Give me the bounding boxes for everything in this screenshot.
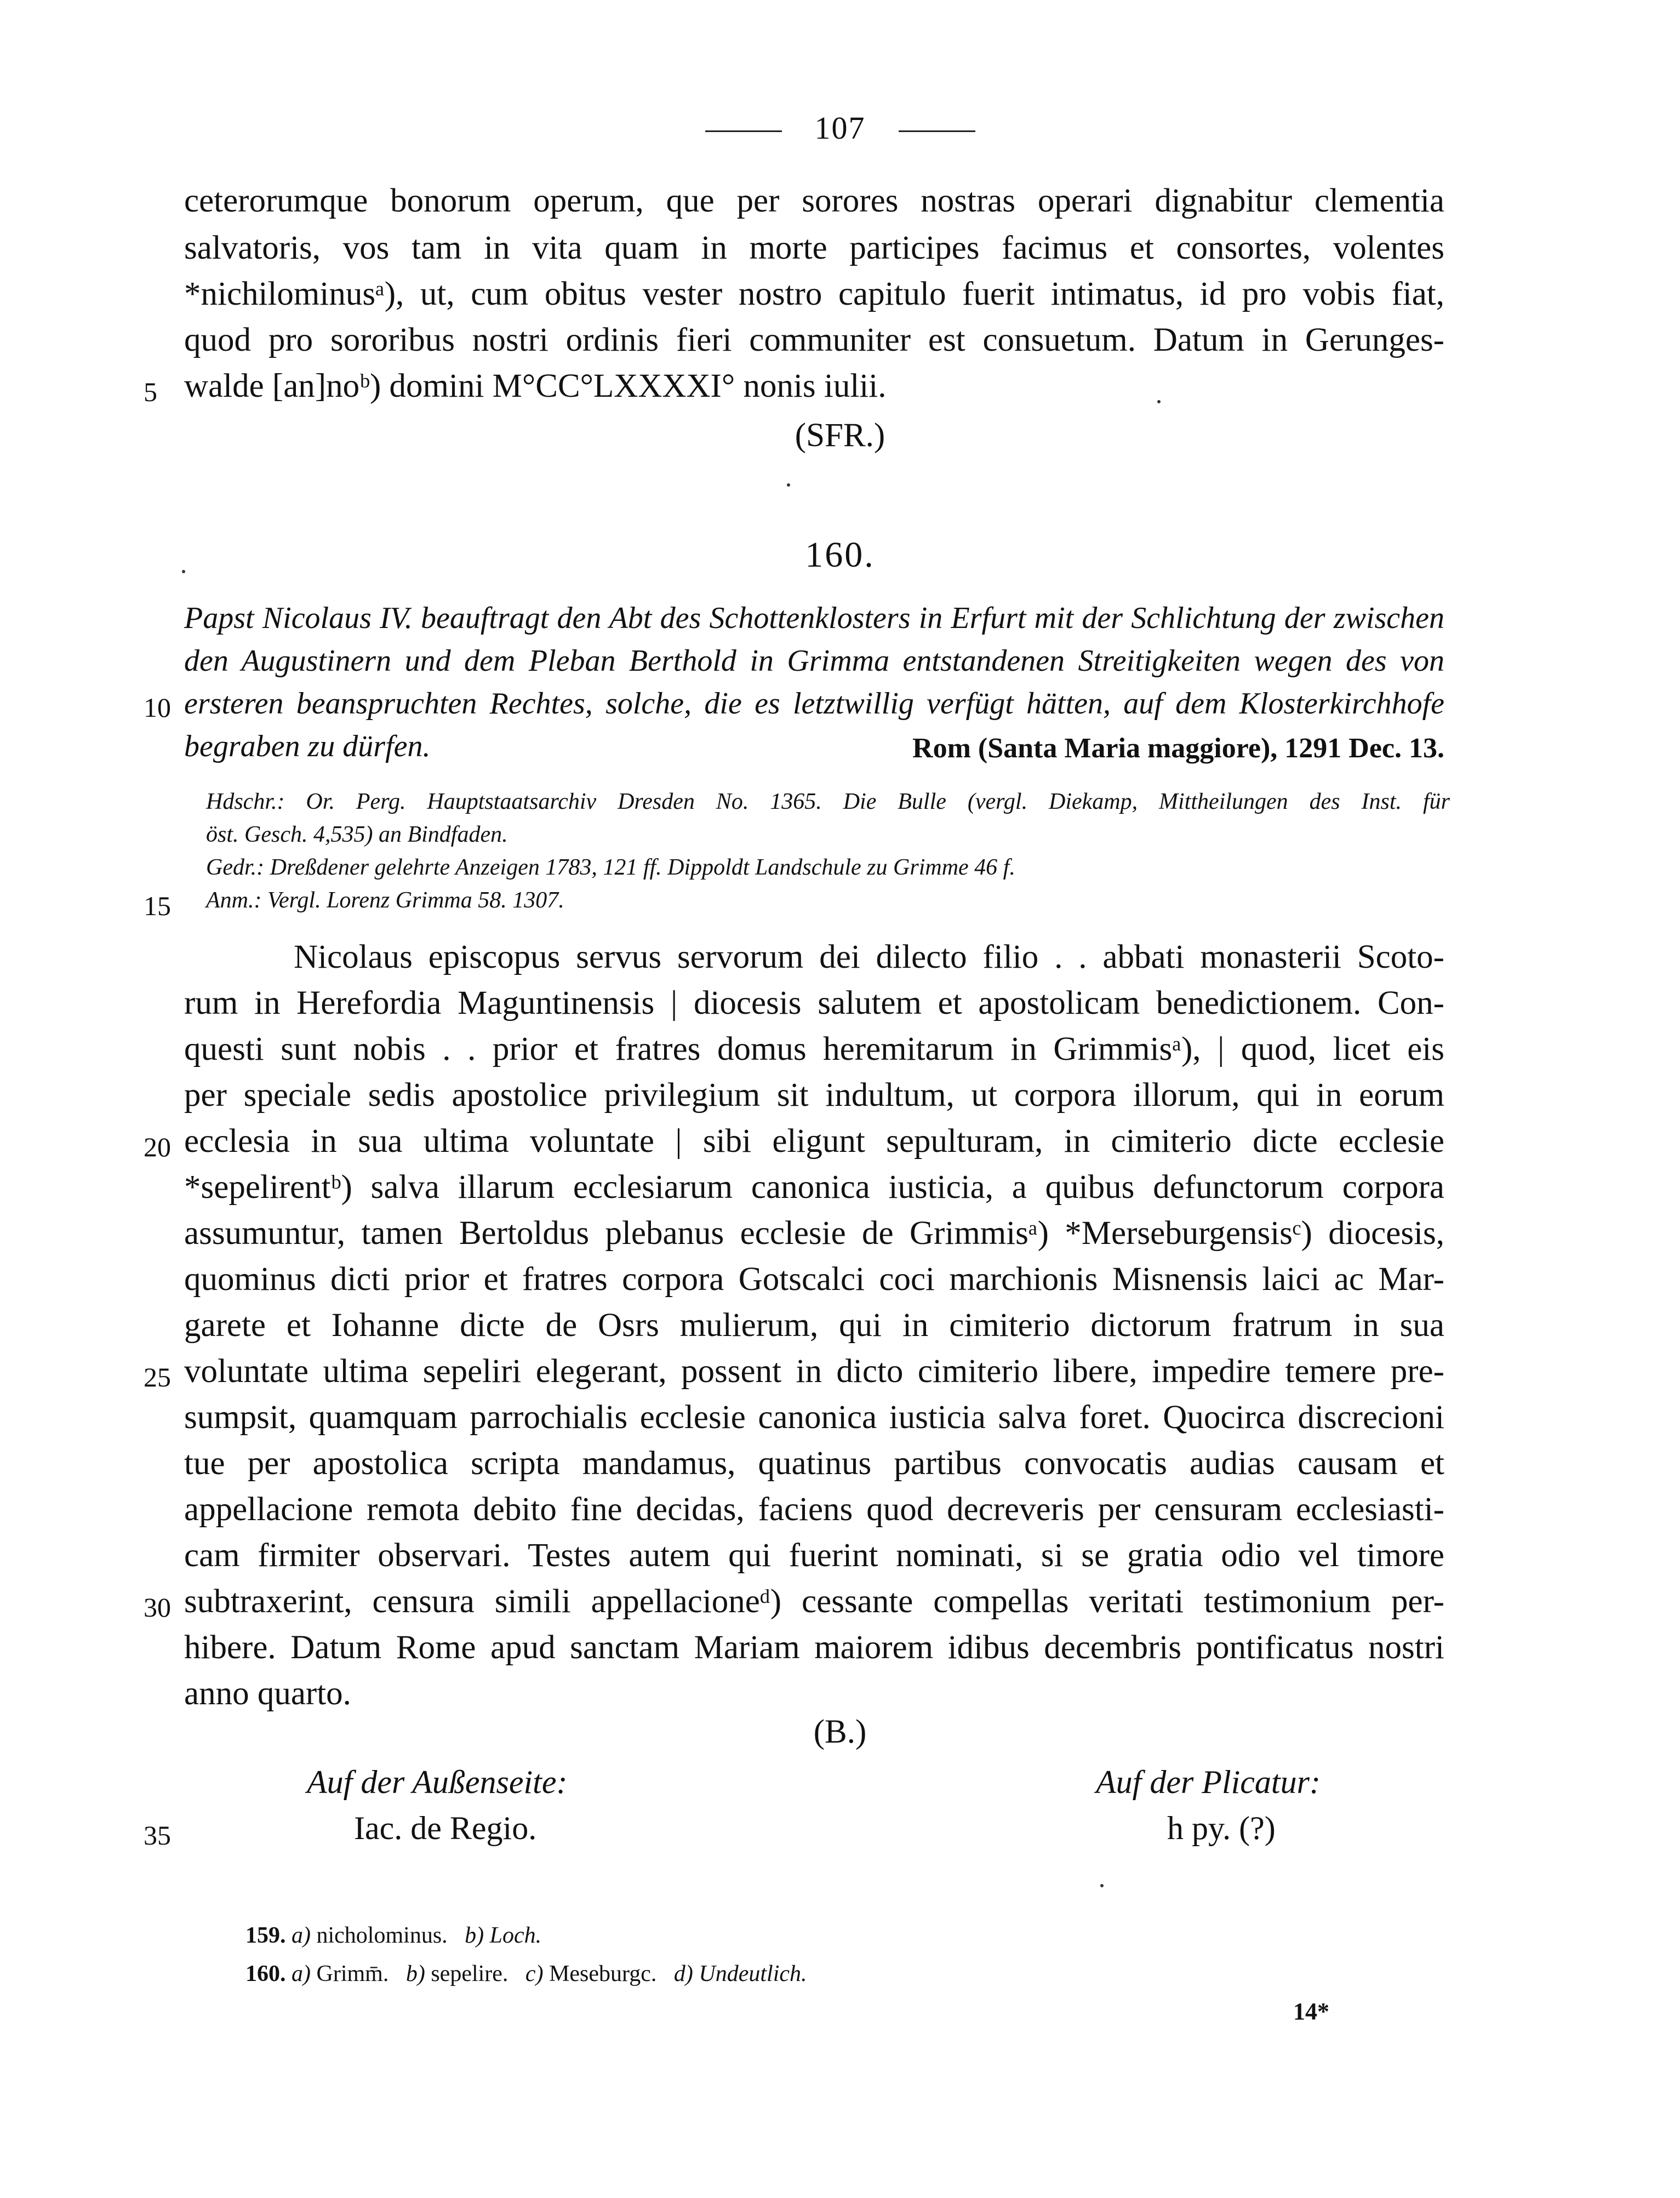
outside-label: Auf der Außenseite:: [307, 1764, 568, 1800]
regest-line: begraben zu dürfen.: [184, 729, 431, 763]
text-line: appellacione remota debito fine decidas, faciens quod decreveris per censuram ecclesiasti-: [184, 1491, 1444, 1528]
footnote-text: nicholominus.: [316, 1923, 448, 1948]
footnote-key: a): [292, 1923, 311, 1948]
text-line: voluntate ultima sepeliri elegerant, possent in dicto cimiterio libere, impedire temere pre-: [184, 1353, 1444, 1390]
text-line: garete et Iohanne dicte de Osrs mulierum, qui in cimiterio dictorum fratrum in sua: [184, 1307, 1444, 1344]
regest-line: den Augustinern und dem Pleban Berthold in Grimma entstandenen Streitigkeiten wegen des von: [184, 644, 1444, 678]
footnote-159: [245, 1922, 541, 1949]
footnote-doc-number: 159.: [245, 1923, 286, 1948]
date-place: Rom (Santa Maria maggiore), 1291 Dec. 13.: [912, 733, 1444, 764]
text-line: ceterorumque bonorum operum, que per sorores nostras operari dignabitur clementia: [184, 182, 1444, 219]
line-number: 35: [144, 1820, 171, 1851]
text-line: *nichilominusᵃ), ut, cum obitus vester nostro capitulo fuerit intimatus, id pro vobis fiat,: [184, 276, 1444, 312]
regest-line: Papst Nicolaus IV. beauftragt den Abt des Schottenklosters in Erfurt mit der Schlichtung der zwischen: [184, 601, 1444, 635]
footnote-key: d): [673, 1961, 693, 1986]
text-line: subtraxerint, censura simili appellacioneᵈ) cessante compellas veritati testimonium per-: [184, 1583, 1444, 1620]
plica-label: Auf der Plicatur:: [1096, 1764, 1321, 1800]
line-number: 10: [144, 692, 171, 723]
plica-value: h py. (?): [1167, 1810, 1276, 1846]
footnote-key: b): [405, 1961, 425, 1986]
regest-line: ersteren beanspruchten Rechtes, solche, die es letztwillig verfügt hätten, auf dem Klosterkirchhofe: [184, 687, 1444, 721]
line-number: 25: [144, 1362, 171, 1392]
source-line: Anm.: Vergl. Lorenz Grimma 58. 1307.: [206, 888, 564, 913]
line-number: 30: [144, 1592, 171, 1623]
text-line: questi sunt nobis . . prior et fratres domus heremitarum in Grimmisᵃ), | quod, licet eis: [184, 1031, 1444, 1067]
footnote-text: Loch.: [489, 1923, 542, 1948]
scan-speck: [1100, 1884, 1104, 1887]
page-number: [0, 110, 1680, 146]
seal-note-159: (SFR.): [795, 417, 885, 454]
scan-speck: [787, 483, 790, 487]
footnote-text: Grimm̄.: [316, 1961, 389, 1986]
line-number: 20: [144, 1132, 171, 1162]
header-rule-right: [899, 130, 975, 132]
text-line: quominus dicti prior et fratres corpora Gotscalci coci marchionis Misnensis laici ac Mar-: [184, 1261, 1444, 1298]
text-line: hibere. Datum Rome apud sanctam Mariam maiorem idibus decembris pontificatus nostri: [184, 1629, 1444, 1666]
line-number: 15: [144, 890, 171, 921]
text-line: Nicolaus episcopus servus servorum dei dilecto filio . . abbati monasterii Scoto-: [294, 939, 1444, 975]
text-line: anno quarto.: [184, 1675, 351, 1712]
text-line: sumpsit, quamquam parrochialis ecclesie canonica iusticia salva foret. Quocirca discrecioni: [184, 1399, 1444, 1436]
footnote-160: [245, 1961, 807, 1987]
footnote-key: b): [465, 1923, 484, 1948]
printer-signature-mark: 14*: [1293, 1998, 1329, 2025]
text-line: tue per apostolica scripta mandamus, quatinus partibus convocatis audias causam et: [184, 1445, 1444, 1482]
header-rule-left: [705, 130, 782, 132]
text-line: assumuntur, tamen Bertoldus plebanus ecclesie de Grimmisᵃ) *Merseburgensisᶜ) diocesis,: [184, 1215, 1444, 1252]
footnote-key: c): [525, 1961, 544, 1986]
text-line: cam firmiter observari. Testes autem qui fuerint nominati, si se gratia odio vel timore: [184, 1537, 1444, 1574]
text-line: *sepelirentᵇ) salva illarum ecclesiarum canonica iusticia, a quibus defunctorum corpora: [184, 1169, 1444, 1206]
source-line: Gedr.: Dreßdener gelehrte Anzeigen 1783, 121 ff. Dippoldt Landschule zu Grimme 46 f.: [206, 855, 1015, 880]
footnote-text: sepelire.: [431, 1961, 508, 1986]
text-line: rum in Herefordia Maguntinensis | diocesis salutem et apostolicam benedictionem. Con-: [184, 985, 1444, 1021]
text-line: per speciale sedis apostolice privilegium sit indultum, ut corpora illorum, qui in eorum: [184, 1077, 1444, 1114]
line-number: 5: [144, 376, 157, 407]
seal-note-160: (B.): [813, 1714, 867, 1750]
footnote-doc-number: 160.: [245, 1961, 286, 1986]
text-line: ecclesia in sua ultima voluntate | sibi eligunt sepulturam, in cimiterio dicte ecclesie: [184, 1123, 1444, 1160]
text-line: walde [an]noᵇ) domini M°CC°LXXXXI° nonis iulii.: [184, 368, 887, 404]
page-number-text: 107: [814, 110, 866, 146]
footnote-key: a): [292, 1961, 311, 1986]
source-line: öst. Gesch. 4,535) an Bindfaden.: [206, 822, 508, 847]
text-line: salvatoris, vos tam in vita quam in morte participes facimus et consortes, volentes: [184, 230, 1444, 266]
scan-speck: [1157, 400, 1161, 403]
document-number: 160.: [805, 535, 875, 575]
scan-speck: [182, 570, 185, 573]
footnote-text: Meseburgc.: [549, 1961, 657, 1986]
footnote-text: Undeutlich.: [699, 1961, 807, 1986]
source-line: Hdschr.: Or. Perg. Hauptstaatsarchiv Dresden No. 1365. Die Bulle (vergl. Diekamp, Mittheilungen des Inst. für: [206, 789, 1450, 814]
text-line: quod pro sororibus nostri ordinis fieri communiter est consuetum. Datum in Gerunges-: [184, 322, 1444, 358]
outside-value: Iac. de Regio.: [354, 1810, 537, 1846]
